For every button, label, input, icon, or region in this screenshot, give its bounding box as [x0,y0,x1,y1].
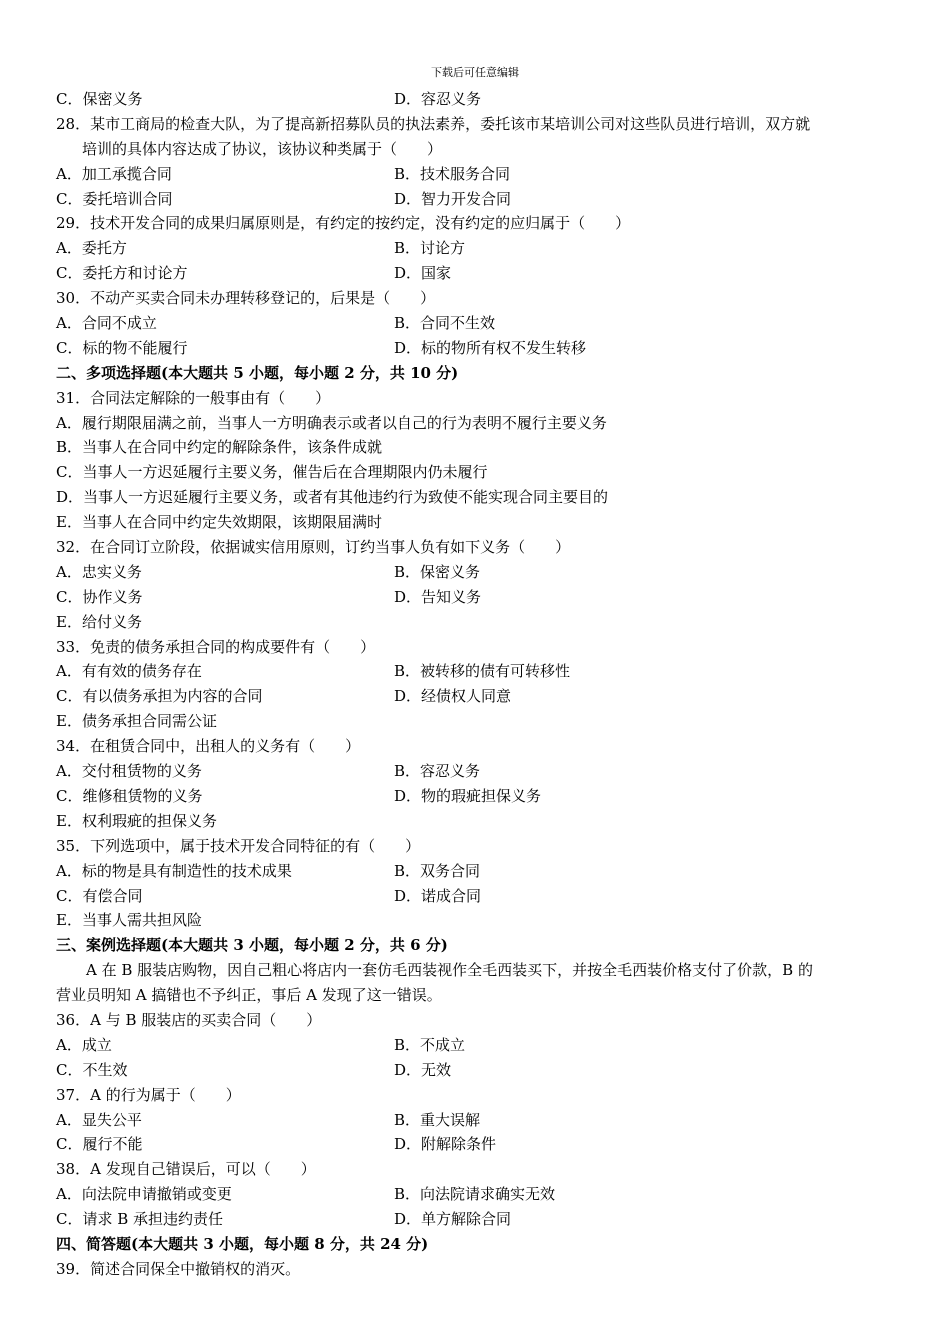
option: B．不成立 [394,1035,466,1054]
option: D．物的瑕疵担保义务 [394,786,542,805]
option: B．合同不生效 [394,314,496,333]
option: D．当事人一方迟延履行主要义务，或者有其他违约行为致使不能实现合同主要目的 [56,488,609,507]
case-paragraph: A 在 B 服装店购物，因自己粗心将店内一套仿毛西装视作全毛西装买下，并按全毛西装价格支付了价款，B 的 [86,961,813,980]
option: A．有有效的债务存在 [56,662,202,681]
option: B．保密义务 [394,562,481,581]
option: E．当事人需共担风险 [56,911,202,930]
option-row [56,311,896,336]
option-row [56,560,896,585]
option: C．有以债务承担为内容的合同 [56,687,263,706]
option: C．保密义务 [56,90,143,108]
option-row [56,859,896,884]
option: C．请求 B 承担违约责任 [56,1210,224,1229]
option: A．合同不成立 [56,314,157,333]
option: D．无效 [394,1060,452,1079]
option: D．国家 [394,264,452,283]
option-row [56,759,896,784]
option-row [56,336,896,361]
option: C．不生效 [56,1060,128,1079]
option-row [56,784,896,809]
option: D．单方解除合同 [394,1210,512,1229]
case-paragraph-continued: 营业员明知 A 搞错也不予纠正，事后 A 发现了这一错误。 [56,986,442,1005]
option-row [56,1207,896,1232]
option: C．当事人一方迟延履行主要义务，催告后在合理期限内仍未履行 [56,463,488,482]
option-row [56,1058,896,1083]
option-row [56,1132,896,1157]
option-row [56,261,896,286]
option-row [56,884,896,909]
section-heading-4: 四、简答题(本大题共 3 小题，每小题 8 分，共 24 分) [56,1234,429,1253]
option: A．加工承揽合同 [56,164,172,183]
exam-content [56,87,896,1282]
option-row [56,162,896,187]
question-32: 32．在合同订立阶段，依据诚实信用原则，订约当事人负有如下义务（ ） [56,538,571,557]
option: C．标的物不能履行 [56,338,188,357]
option: D．容忍义务 [394,90,482,108]
question-30: 30．不动产买卖合同未办理转移登记的，后果是（ ） [56,289,436,308]
section-heading-2: 二、多项选择题(本大题共 5 小题，每小题 2 分，共 10 分) [56,363,459,382]
option: D．标的物所有权不发生转移 [394,338,587,357]
option-row [56,684,896,709]
question-28-continued: 培训的具体内容达成了协议，该协议种类属于（ ） [82,139,443,158]
option: C．协作义务 [56,587,143,606]
option: C．委托培训合同 [56,189,173,208]
option: D．附解除条件 [394,1135,497,1154]
option-row [56,187,896,212]
option: A．交付租赁物的义务 [56,762,202,781]
option: B．重大误解 [394,1110,481,1129]
option: E．权利瑕疵的担保义务 [56,811,217,830]
option-row [56,585,896,610]
option: E．债务承担合同需公证 [56,712,217,731]
option: B．被转移的债有可转移性 [394,662,571,681]
option: C．维修租赁物的义务 [56,786,203,805]
option: A．显失公平 [56,1110,142,1129]
option: B．当事人在合同中约定的解除条件，该条件成就 [56,438,383,457]
option: A．成立 [56,1035,112,1054]
section-heading-3: 三、案例选择题(本大题共 3 小题，每小题 2 分，共 6 分) [56,936,448,955]
option: E．当事人在合同中约定失效期限，该期限届满时 [56,513,382,532]
option: C．履行不能 [56,1135,143,1154]
option-row [56,87,896,112]
question-33: 33．免责的债务承担合同的构成要件有（ ） [56,637,376,656]
option: A．标的物是具有制造性的技术成果 [56,861,292,880]
option-row [56,1108,896,1133]
option: D．诺成合同 [394,886,482,905]
option: A．委托方 [56,239,127,258]
question-34: 34．在租赁合同中，出租人的义务有（ ） [56,737,361,756]
question-37: 37．A 的行为属于（ ） [56,1085,241,1104]
option: D．经债权人同意 [394,687,512,706]
question-39: 39．简述合同保全中撤销权的消灭。 [56,1259,301,1278]
option: D．告知义务 [394,587,482,606]
option: A．忠实义务 [56,562,142,581]
option: B．容忍义务 [394,762,481,781]
option: D．智力开发合同 [394,189,512,208]
option: C．委托方和讨论方 [56,264,188,283]
option-row [56,1033,896,1058]
option: B．双务合同 [394,861,481,880]
option: C．有偿合同 [56,886,143,905]
question-31: 31．合同法定解除的一般事由有（ ） [56,388,331,407]
option: B．向法院请求确实无效 [394,1185,556,1204]
question-29: 29．技术开发合同的成果归属原则是，有约定的按约定，没有约定的应归属于（ ） [56,214,631,233]
question-28: 28．某市工商局的检查大队，为了提高新招募队员的执法素养，委托该市某培训公司对这些队员进行培训，双方就 [56,114,811,133]
page-header: 下载后可任意编辑 [431,66,519,79]
option-row [56,1182,896,1207]
option: E．给付义务 [56,612,142,631]
question-38: 38．A 发现自己错误后，可以（ ） [56,1160,316,1179]
option: A．向法院申请撤销或变更 [56,1185,232,1204]
option-row [56,659,896,684]
option: A．履行期限届满之前，当事人一方明确表示或者以自己的行为表明不履行主要义务 [56,413,607,432]
option: B．讨论方 [394,239,466,258]
question-36: 36．A 与 B 服装店的买卖合同（ ） [56,1010,322,1029]
option-row [56,236,896,261]
option: B．技术服务合同 [394,164,511,183]
question-35: 35．下列选项中，属于技术开发合同特征的有（ ） [56,836,421,855]
